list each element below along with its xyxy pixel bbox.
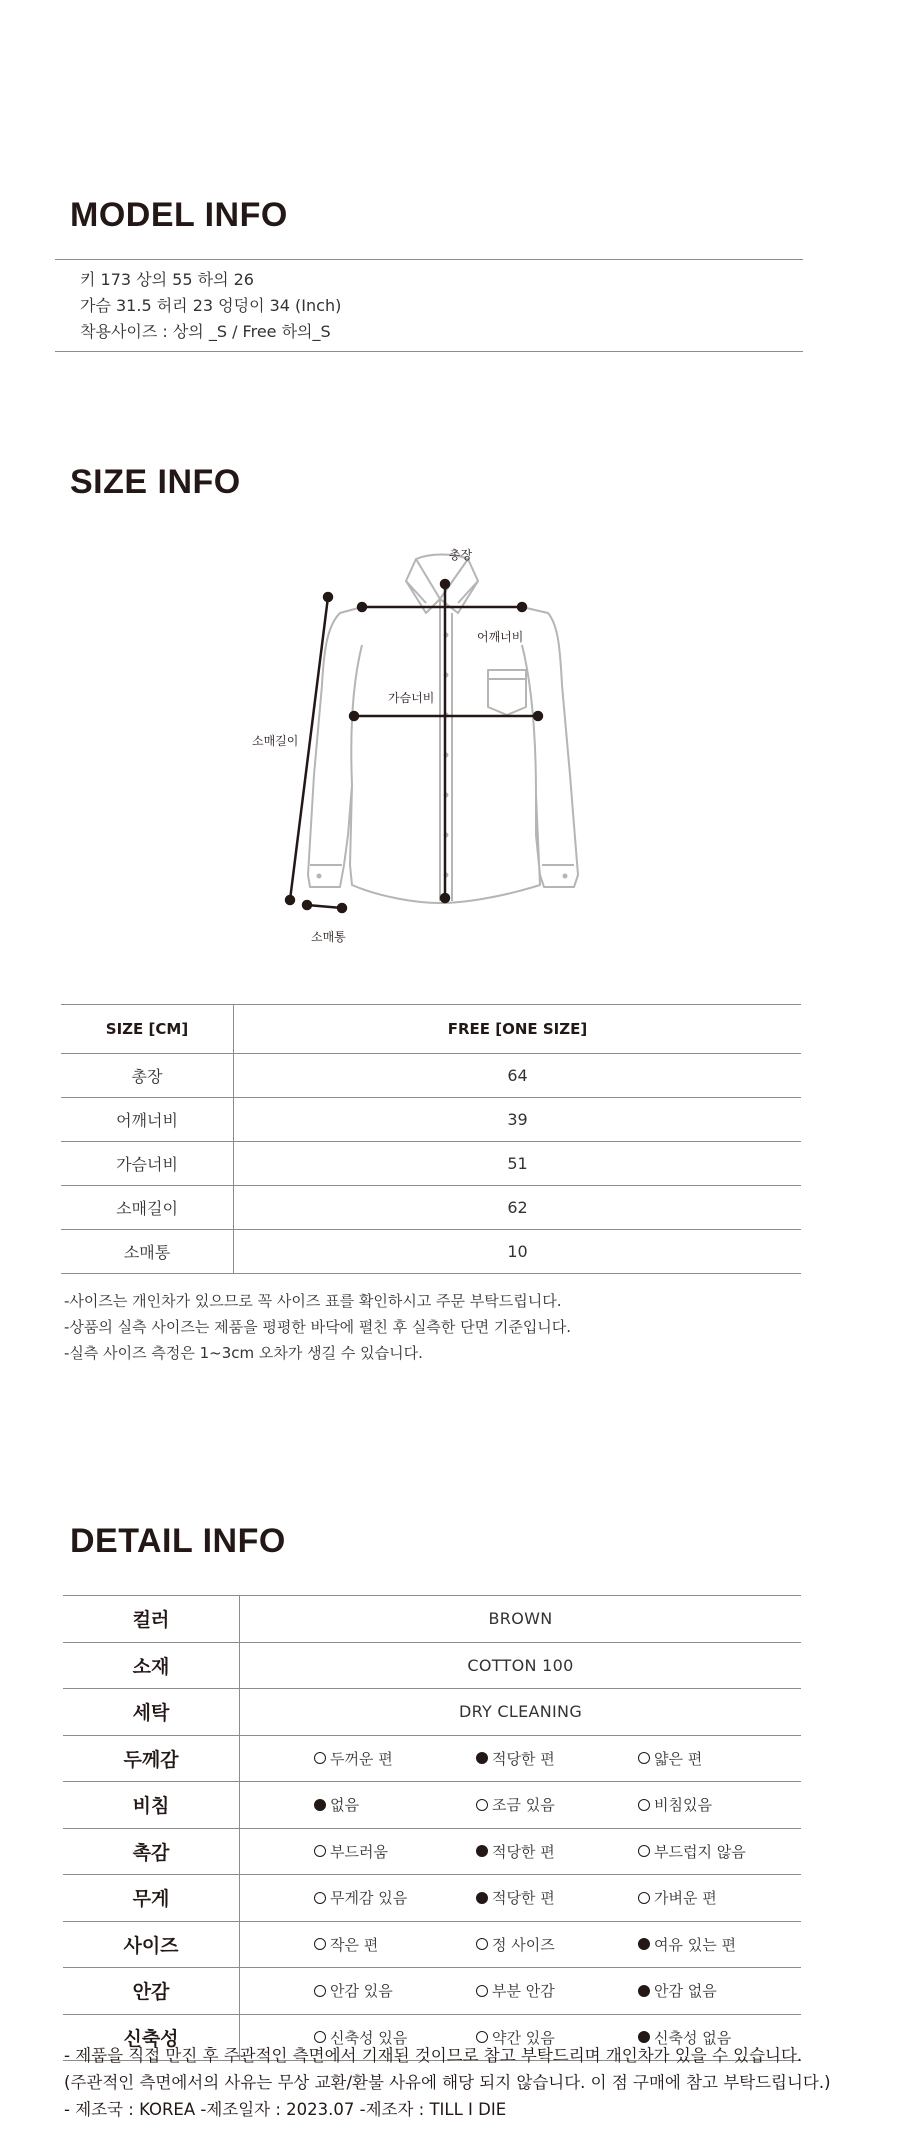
table-row xyxy=(63,1689,801,1736)
empty-circle-icon xyxy=(314,1752,326,1764)
model-info-line-3: 착용사이즈 : 상의 _S / Free 하의_S xyxy=(80,322,331,341)
diagram-label-sleeve: 소매길이 xyxy=(252,734,299,748)
empty-circle-icon xyxy=(638,1799,650,1811)
detail-label: 세탁 xyxy=(63,1689,240,1736)
size-note-3: -실측 사이즈 측정은 1~3cm 오차가 생길 수 있습니다. xyxy=(64,1344,423,1362)
option-item xyxy=(476,1934,638,1955)
option-list xyxy=(241,1748,800,1769)
detail-label: 사이즈 xyxy=(63,1921,240,1968)
table-row xyxy=(61,1054,801,1098)
option-item xyxy=(638,1794,800,1815)
size-row-label: 소매길이 xyxy=(61,1186,234,1230)
table-row xyxy=(61,1230,801,1274)
footer-note-2: (주관적인 측면에서의 사유는 무상 교환/환불 사유에 해당 되지 않습니다. 이 점 구매에 참고 부탁드립니다.) xyxy=(64,2073,831,2092)
model-info-top-rule xyxy=(55,259,803,260)
detail-value: COTTON 100 xyxy=(240,1642,802,1689)
footer-note-1: - 제품을 직접 만진 후 주관적인 측면에서 기재된 것이므로 참고 부탁드리며 개인차가 있을 수 있습니다. xyxy=(64,2046,803,2065)
detail-label: 컬러 xyxy=(63,1596,240,1643)
empty-circle-icon xyxy=(314,1892,326,1904)
detail-label: 촉감 xyxy=(63,1828,240,1875)
option-label: 안감 있음 xyxy=(330,1982,393,2001)
empty-circle-icon xyxy=(476,1799,488,1811)
diagram-label-cuff: 소매통 xyxy=(311,930,346,944)
size-row-value: 39 xyxy=(234,1098,802,1142)
option-label: 얇은 편 xyxy=(654,1749,703,1768)
table-row xyxy=(61,1186,801,1230)
option-label: 작은 편 xyxy=(330,1935,379,1954)
detail-label: 비침 xyxy=(63,1782,240,1829)
table-row xyxy=(63,1828,801,1875)
option-item xyxy=(638,1748,800,1769)
table-row xyxy=(63,1968,801,2015)
size-row-label: 어깨너비 xyxy=(61,1098,234,1142)
size-note-1: -사이즈는 개인차가 있으므로 꼭 사이즈 표를 확인하시고 주문 부탁드립니다. xyxy=(64,1292,562,1310)
empty-circle-icon xyxy=(638,1845,650,1857)
table-row xyxy=(63,1875,801,1922)
detail-label: 무게 xyxy=(63,1875,240,1922)
option-item xyxy=(314,1841,476,1862)
option-item xyxy=(476,1841,638,1862)
size-row-value: 64 xyxy=(234,1054,802,1098)
table-row xyxy=(63,1735,801,1782)
model-info-line-1: 키 173 상의 55 하의 26 xyxy=(80,270,254,289)
option-item xyxy=(476,1794,638,1815)
size-info-heading: SIZE INFO xyxy=(70,463,241,501)
shirt-diagram-svg xyxy=(240,535,640,955)
detail-label: 소재 xyxy=(63,1642,240,1689)
detail-value: DRY CLEANING xyxy=(240,1689,802,1736)
option-item xyxy=(314,1980,476,2001)
option-item xyxy=(476,1980,638,2001)
filled-circle-icon xyxy=(638,1985,650,1997)
option-label: 적당한 편 xyxy=(492,1749,555,1768)
detail-label: 두께감 xyxy=(63,1735,240,1782)
empty-circle-icon xyxy=(476,1938,488,1950)
option-list xyxy=(241,1934,800,1955)
option-item xyxy=(476,1748,638,1769)
empty-circle-icon xyxy=(314,1938,326,1950)
footer-manufacture-info: - 제조국 : KOREA -제조일자 : 2023.07 -제조자 : TILL I DIE xyxy=(64,2100,507,2119)
empty-circle-icon xyxy=(314,1845,326,1857)
size-row-label: 소매통 xyxy=(61,1230,234,1274)
shirt-size-diagram xyxy=(240,535,640,955)
option-label: 두꺼운 편 xyxy=(330,1749,393,1768)
option-item xyxy=(638,1934,800,1955)
table-row xyxy=(63,1596,801,1643)
size-table-header-size: SIZE [CM] xyxy=(61,1005,234,1054)
size-table-header-free: FREE [ONE SIZE] xyxy=(234,1005,802,1054)
option-item xyxy=(638,1841,800,1862)
option-list xyxy=(241,1794,800,1815)
option-item xyxy=(638,1887,800,1908)
option-label: 없음 xyxy=(330,1796,359,1815)
option-item xyxy=(314,1794,476,1815)
diagram-label-shoulder: 어깨너비 xyxy=(477,630,524,644)
option-item xyxy=(314,1934,476,1955)
size-row-value: 10 xyxy=(234,1230,802,1274)
filled-circle-icon xyxy=(476,1845,488,1857)
option-label: 적당한 편 xyxy=(492,1842,555,1861)
filled-circle-icon xyxy=(476,1752,488,1764)
option-item xyxy=(638,1980,800,2001)
table-row xyxy=(61,1098,801,1142)
option-label: 여유 있는 편 xyxy=(654,1935,736,1954)
option-item xyxy=(476,1887,638,1908)
filled-circle-icon xyxy=(476,1892,488,1904)
option-label: 부분 안감 xyxy=(492,1982,555,2001)
option-label: 조금 있음 xyxy=(492,1796,555,1815)
shirt-body-outline xyxy=(308,607,578,903)
option-label: 신축성 없음 xyxy=(654,2028,732,2047)
option-label: 부드러움 xyxy=(330,1842,388,1861)
option-list xyxy=(241,1980,800,2001)
filled-circle-icon xyxy=(638,1938,650,1950)
option-list xyxy=(241,1887,800,1908)
option-label: 비침있음 xyxy=(654,1796,712,1815)
filled-circle-icon xyxy=(314,1799,326,1811)
table-row xyxy=(63,1921,801,1968)
size-table-header-row xyxy=(61,1005,801,1054)
empty-circle-icon xyxy=(476,1985,488,1997)
diagram-label-length: 총장 xyxy=(449,548,473,562)
table-row xyxy=(63,1642,801,1689)
detail-value: BROWN xyxy=(240,1596,802,1643)
model-info-bottom-rule xyxy=(55,351,803,352)
detail-table xyxy=(63,1595,801,2061)
cuff-width-line xyxy=(307,905,342,908)
table-row xyxy=(63,1782,801,1829)
model-info-line-2: 가슴 31.5 허리 23 엉덩이 34 (Inch) xyxy=(80,296,342,315)
option-label: 부드럽지 않음 xyxy=(654,1842,746,1861)
option-label: 무게감 있음 xyxy=(330,1889,408,1908)
option-label: 가벼운 편 xyxy=(654,1889,717,1908)
option-item xyxy=(314,1748,476,1769)
option-item xyxy=(314,1887,476,1908)
option-label: 정 사이즈 xyxy=(492,1935,555,1954)
diagram-label-chest: 가슴너비 xyxy=(388,691,435,705)
size-row-label: 가슴너비 xyxy=(61,1142,234,1186)
detail-info-heading: DETAIL INFO xyxy=(70,1522,286,1560)
empty-circle-icon xyxy=(314,1985,326,1997)
model-info-heading: MODEL INFO xyxy=(70,196,288,234)
detail-label: 안감 xyxy=(63,1968,240,2015)
size-row-label: 총장 xyxy=(61,1054,234,1098)
size-row-value: 51 xyxy=(234,1142,802,1186)
detail-label: 신축성 xyxy=(63,2014,240,2061)
table-row xyxy=(61,1142,801,1186)
size-note-2: -상품의 실측 사이즈는 제품을 평평한 바닥에 펼친 후 실측한 단면 기준입니다. xyxy=(64,1318,572,1336)
option-label: 안감 없음 xyxy=(654,1982,717,2001)
option-label: 약간 있음 xyxy=(492,2028,555,2047)
option-list xyxy=(241,1841,800,1862)
option-label: 적당한 편 xyxy=(492,1889,555,1908)
shirt-pocket xyxy=(488,670,526,715)
empty-circle-icon xyxy=(638,1752,650,1764)
empty-circle-icon xyxy=(638,1892,650,1904)
size-row-value: 62 xyxy=(234,1186,802,1230)
option-label: 신축성 있음 xyxy=(330,2028,408,2047)
size-table xyxy=(61,1004,801,1274)
